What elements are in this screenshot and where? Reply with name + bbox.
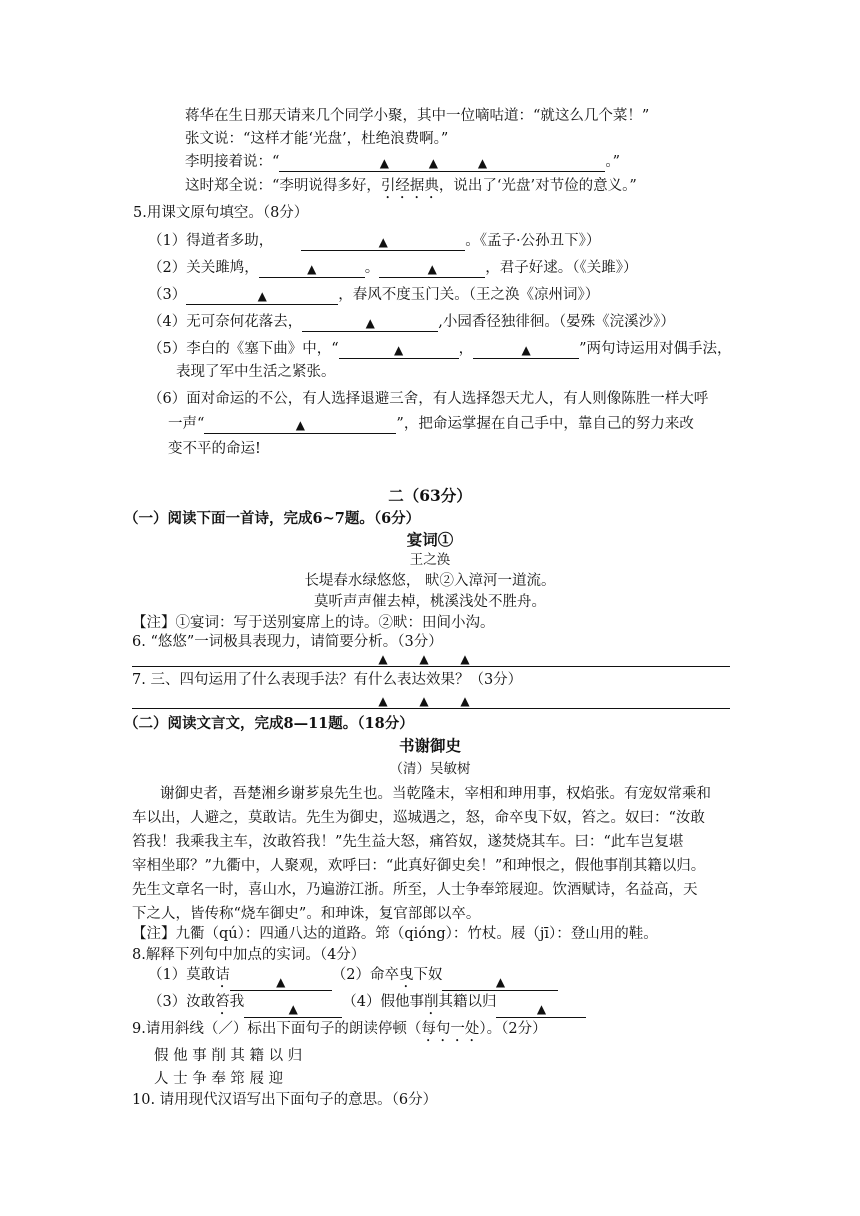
poem-note: 【注】①宴词：写于送别宴席上的诗。②畎：田间小沟。 — [132, 615, 495, 631]
dialogue-line-3-suffix: 。” — [605, 154, 621, 170]
q5-item-5-cont: 表现了军中生活之紧张。 — [176, 364, 336, 380]
dotted-phrase: 每句一处 — [421, 1021, 480, 1037]
q5-item-3-source: ，春风不度玉门关。（王之涣《凉州词》） — [338, 287, 600, 303]
dotted-char: 笞 — [215, 994, 230, 1010]
prose-line-2: 车以出，人避之，莫敢诘。先生为御史，巡城遇之，怒，命卒曳下奴，笞之。奴曰：“汝敢 — [132, 810, 705, 826]
question-7: 7. 三、四句运用了什么表现手法？有什么表达效果？（3分） — [132, 672, 523, 688]
prose-title: 书谢御史 — [398, 736, 461, 755]
prose-line-1: 谢御史者，吾楚湘乡谢芗泉先生也。当乾隆末，宰相和珅用事，权焰张。有宠奴常乘和 — [160, 786, 711, 802]
q5-item-6: （6）面对命运的不公，有人选择退避三舍，有人选择怨天尤人，有人则像陈胜一样大呼 — [148, 391, 709, 407]
answer-blank[interactable] — [279, 153, 605, 172]
q5-stem: 5.用课文原句填空。（8分） — [133, 205, 309, 221]
answer-blank[interactable] — [496, 999, 586, 1018]
q8-items-row-1 — [148, 965, 558, 991]
q5-item-5-sep: ， — [458, 341, 474, 357]
dotted-char: 曳 — [398, 967, 414, 983]
dotted-phrase: 引经据典 — [380, 178, 439, 194]
prose-line-5: 先生文章名一时，喜山水，乃遍游江浙。所至，人士争奉筇屐迎。饮酒赋诗，名益高，天 — [132, 882, 698, 898]
dialogue-line-4-suffix: ，说出了‘光盘’对节俭的意义。” — [438, 178, 637, 194]
q5-item-1-source: 。《孟子·公孙丑下》） — [465, 233, 601, 249]
answer-marker: ▲ ▲ ▲ — [378, 652, 484, 666]
q8-item-1: （1）莫敢 — [148, 967, 216, 983]
answer-blank[interactable] — [259, 259, 365, 278]
prose-line-6: 下之人，皆传称“烧车御史”。和珅诛，复官部郎以卒。 — [132, 906, 481, 922]
answer-blank[interactable] — [473, 340, 579, 359]
q8-item-2: （2）命卒 — [331, 967, 399, 983]
q5-item-6-end: 变不平的命运! — [168, 441, 261, 457]
q8-item-3-tail: 我 — [229, 994, 245, 1010]
dialogue-line-4 — [185, 176, 637, 202]
blank-marker: ▲ — [521, 343, 531, 357]
q8-item-2-tail: 下奴 — [413, 967, 443, 983]
prose-line-3: 笞我！我乘我主车，汝敢笞我！”先生益大怒，痛笞奴，遂焚烧其车。曰：“此车岂复堪 — [132, 834, 684, 850]
q5-item-6-tail: ”，把命运掌握在自己手中，靠自己的努力来改 — [396, 416, 694, 432]
blank-marker: ▲ — [307, 262, 317, 276]
q5-item-2-text: （2）关关雎鸠， — [148, 260, 259, 276]
q5-item-6-open: 一声“ — [168, 416, 205, 432]
prose-author: （清）吴敏树 — [389, 761, 471, 777]
question-10: 10. 请用现代汉语写出下面句子的意思。（6分） — [132, 1092, 438, 1108]
q5-item-3-text: （3） — [148, 287, 187, 303]
answer-blank[interactable] — [339, 340, 459, 359]
q8-item-4-tail: 其籍以归 — [438, 994, 497, 1010]
q5-item-4-text: （4）无可奈何花落去， — [148, 314, 303, 330]
answer-line[interactable] — [132, 690, 730, 709]
poem-title: 宴词① — [406, 530, 454, 549]
blank-marker: ▲ — [536, 1002, 547, 1016]
blank-marker: ▲ — [276, 975, 286, 989]
q9-text: 9.请用斜线（／）标出下面句子的朗读停顿（ — [132, 1021, 422, 1037]
q9-points: ）。（2分） — [479, 1021, 547, 1037]
q5-item-1 — [148, 231, 600, 251]
answer-blank[interactable] — [442, 972, 558, 991]
question-8: 8.解释下列句中加点的实词。（4分） — [132, 947, 366, 963]
q5-item-2-source: ，君子好逑。（《关雎》） — [485, 260, 638, 276]
dialogue-line-4-prefix: 这时郑全说：“李明说得多好， — [185, 178, 381, 194]
q8-item-3: （3）汝敢 — [148, 994, 216, 1010]
q5-item-2-sep: 。 — [364, 260, 380, 276]
prose-line-4: 宰相坐耶？”九衢中，人聚观，欢呼曰：“此真好御史矣！”和珅恨之，假他事削其籍以归。 — [132, 858, 706, 874]
answer-marker: ▲ ▲ ▲ — [378, 694, 484, 708]
dotted-char: 诘 — [215, 967, 230, 983]
q5-item-5 — [148, 339, 732, 359]
blank-marker: ▲ — [288, 1002, 298, 1016]
q8-items-row-2 — [148, 992, 586, 1018]
blank-marker: ▲ — [257, 289, 267, 303]
blank-marker: ▲ — [378, 235, 388, 249]
answer-blank[interactable] — [230, 972, 332, 991]
dialogue-line-1: 蒋华在生日那天请来几个同学小聚，其中一位嘀咕道：“就这么几个菜！” — [185, 108, 650, 124]
q5-item-4 — [148, 312, 675, 332]
blank-marker: ▲ — [295, 418, 306, 432]
q5-item-5-text: （5）李白的《塞下曲》中，“ — [148, 341, 339, 357]
answer-blank[interactable] — [302, 313, 438, 332]
q5-item-1-text: （1）得道者多助， — [148, 233, 274, 249]
part-2-title: 二（63分） — [388, 486, 472, 505]
answer-blank[interactable] — [379, 259, 485, 278]
q9-sentence-2[interactable]: 人 士 争 奉 筇 屐 迎 — [154, 1071, 284, 1087]
answer-blank[interactable] — [204, 415, 396, 434]
q8-item-4: （4）假他事 — [342, 994, 424, 1010]
dialogue-line-3 — [185, 152, 620, 172]
q5-item-4-source: ,小园香径独徘徊。（晏殊《浣溪沙》） — [438, 314, 675, 330]
answer-blank[interactable] — [244, 999, 342, 1018]
poem-author: 王之涣 — [409, 552, 451, 568]
q9-sentence-1[interactable]: 假 他 事 削 其 籍 以 归 — [154, 1048, 303, 1064]
question-6: 6. “悠悠”一词极具表现力，请简要分析。（3分） — [132, 634, 443, 650]
dialogue-line-3-prefix: 李明接着说：“ — [185, 154, 280, 170]
dialogue-line-2: 张文说：“这样才能‘光盘’，杜绝浪费啊。” — [185, 131, 449, 147]
section-1-heading: （一）阅读下面一首诗，完成6~7题。（6分） — [124, 510, 421, 527]
answer-blank[interactable] — [301, 232, 465, 251]
poem-line-1: 长堤春水绿悠悠， 畎②入漳河一道流。 — [304, 573, 556, 589]
answer-blank[interactable] — [186, 286, 338, 305]
q5-item-2 — [148, 258, 637, 278]
prose-note: 【注】九衢（qú）：四通八达的道路。筇（qióng）：竹杖。屐（jī）：登山用的鞋。 — [132, 926, 658, 942]
q5-item-5-tail: ”两句诗运用对偶手法， — [579, 341, 732, 357]
blank-marker: ▲ — [394, 343, 404, 357]
blank-marker: ▲ ▲ ▲ — [379, 156, 506, 170]
dotted-char: 削 — [423, 994, 439, 1010]
blank-marker: ▲ — [427, 262, 437, 276]
poem-line-2: 莫听声声催去棹，桃溪浅处不胜舟。 — [314, 594, 546, 610]
q5-item-3 — [148, 285, 599, 305]
section-2-heading: （二）阅读文言文，完成8—11题。（18分） — [124, 715, 414, 732]
blank-marker: ▲ — [495, 975, 506, 989]
blank-marker: ▲ — [365, 316, 375, 330]
answer-line[interactable] — [132, 648, 730, 667]
question-9 — [132, 1019, 547, 1045]
q5-item-6-cont — [168, 414, 694, 434]
